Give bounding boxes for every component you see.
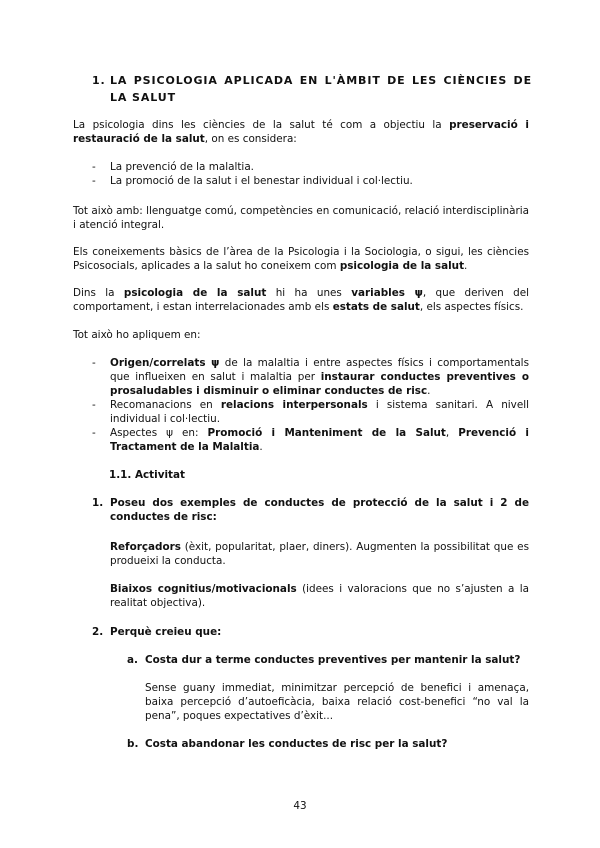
emphasis-text: preservació i restauració de la salut <box>73 119 529 145</box>
question-number: 1. <box>92 497 104 509</box>
list-item-text: La promoció de la salut i el benestar individual i col·lectiu. <box>110 175 413 187</box>
paragraph-text: , que deriven del comportament, i estan interrelacionades amb els <box>73 287 530 313</box>
list-item <box>92 174 529 188</box>
answer-text: (idees i valoracions que no s’ajusten a la realitat objectiva). <box>110 583 529 609</box>
emphasis-text: relacions interpersonals <box>220 399 368 411</box>
question-1 <box>92 496 529 524</box>
list-item-text: . <box>427 385 431 397</box>
bullet-dash: - <box>92 161 96 173</box>
question-2a <box>127 653 529 667</box>
bullet-dash: - <box>92 175 96 187</box>
question-letter: a. <box>127 654 138 666</box>
question-text: Costa abandonar les conductes de risc per la salut? <box>145 738 448 750</box>
list-item-text: , <box>445 427 459 439</box>
answer-text: (èxit, popularitat, plaer, diners). Augmenten la possibilitat que es produeixi la conducta. <box>110 541 529 567</box>
emphasis-text: psicologia de la salut <box>339 260 465 272</box>
answer-biases <box>110 582 529 610</box>
paragraph-text: , els aspectes físics. <box>419 301 524 313</box>
emphasis-text: Biaixos cognitius/motivacionals <box>110 583 297 595</box>
list-item-text: Recomanacions en <box>110 399 221 411</box>
paragraph-tools: Tot això amb: llenguatge comú, competències en comunicació, relació interdisciplinària i atenció integral. <box>73 205 529 231</box>
list-item <box>92 398 529 426</box>
emphasis-text: Reforçadors <box>110 541 181 553</box>
subsection-heading: 1.1. Activitat <box>109 469 185 481</box>
section-title: LA PSICOLOGIA APLICADA EN L'ÀMBIT DE LES CIÈNCIES DE LA SALUT <box>110 74 532 104</box>
list-item <box>92 356 529 398</box>
list-item-text: Aspectes ψ en: <box>110 427 208 439</box>
paragraph-knowledge <box>73 245 529 273</box>
question-number: 2. <box>92 626 104 638</box>
question-text: Perquè creieu que: <box>110 626 222 638</box>
question-2b <box>127 737 529 751</box>
question-letter: b. <box>127 738 139 750</box>
question-text: Costa dur a terme conductes preventives per mantenir la salut? <box>145 654 521 666</box>
bullet-list-considerations <box>92 160 529 188</box>
list-item-text: . <box>259 441 263 453</box>
bullet-dash: - <box>92 399 96 411</box>
question-text: Poseu dos exemples de conductes de protecció de la salut i 2 de conductes de risc: <box>110 497 529 523</box>
paragraph-text: Els coneixements bàsics de l’àrea de la Psicologia i la Sociologia, o sigui, les ciències Psicosocials, aplicades a la salut ho coneixem com <box>73 246 529 272</box>
paragraph-text: . <box>464 260 468 272</box>
list-item-text: La prevenció de la malaltia. <box>110 161 254 173</box>
bullet-dash: - <box>92 357 96 369</box>
emphasis-text: estats de salut <box>332 301 420 313</box>
answer-2a: Sense guany immediat, minimitzar percepció de benefici i amenaça, baixa percepció d’autoeficàcia, baixa relació cost-benefici “no val la pena”, poques expectatives d’èxit... <box>145 682 529 722</box>
answer-reinforcers <box>110 540 529 568</box>
list-item-text: i sistema sanitari. A nivell individual i col·lectiu. <box>110 399 529 425</box>
paragraph-text: La psicologia dins les ciències de la salut té com a objectiu la <box>73 119 450 131</box>
bullet-list-applications <box>92 356 529 454</box>
section-heading <box>92 72 532 106</box>
list-item <box>92 426 529 454</box>
paragraph-text: Dins la <box>73 287 124 299</box>
emphasis-text: Promoció i Manteniment de la Salut <box>207 427 446 439</box>
emphasis-text: Prevenció i Tractament de la Malaltia <box>110 427 529 453</box>
emphasis-text: variables ψ <box>351 287 423 299</box>
paragraph-apply: Tot això ho apliquem en: <box>73 329 201 341</box>
emphasis-text: instaurar conductes preventives o prosaludables i disminuir o eliminar conductes de risc <box>110 371 529 397</box>
emphasis-text: psicologia de la salut <box>123 287 267 299</box>
page-number: 43 <box>293 800 307 812</box>
paragraph-text: , on es considera: <box>204 133 297 145</box>
list-item-text: de la malaltia i entre aspectes físics i comportamentals que influeixen en salut i malaltia per <box>110 357 529 383</box>
list-item <box>92 160 529 174</box>
section-number: 1. <box>92 74 106 87</box>
emphasis-text: Origen/correlats ψ <box>110 357 220 369</box>
question-2 <box>92 625 529 639</box>
paragraph-objective <box>73 118 529 146</box>
paragraph-text: hi ha unes <box>266 287 352 299</box>
paragraph-variables <box>73 286 529 314</box>
bullet-dash: - <box>92 427 96 439</box>
